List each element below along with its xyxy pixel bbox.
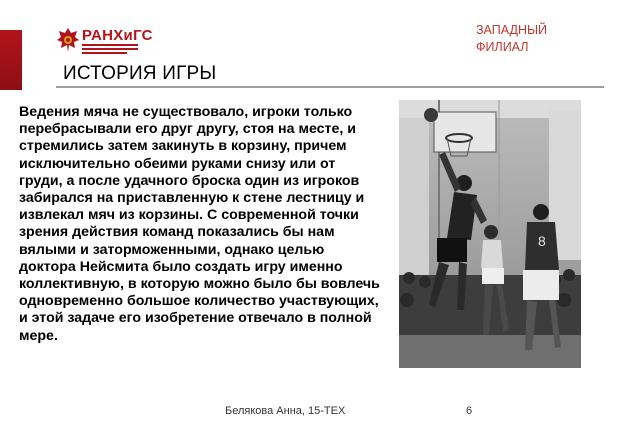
basketball-historical-photo: [399, 100, 581, 368]
logo-subtitle-lines: [82, 44, 138, 56]
branch-line-1: ЗАПАДНЫЙ: [476, 23, 548, 37]
logo-name: РАНХиГС: [82, 27, 153, 44]
page-number: 6: [466, 405, 473, 417]
eagle-emblem-icon: [56, 27, 80, 53]
title-divider: [56, 86, 604, 88]
slide-body-text: Ведения мяча не существовало, игроки только перебрасывали его друг другу, стоя на месте, и стремились затем закинуть в корзину, причем исключительно обеими руками снизу или от груди, а после удачного броска один из игроков забирался на приставленную к стене лестницу и извлекал мяч из корзины. С современной точки зрения действия команд показались бы нам вялыми и заторможенными, однако целью доктора Нейсмита было создать игру именно коллективную, в которую можно было бы вовлечь одновременно большое количество участвующих, и этой задаче его изобретение отвечало в полной мере.: [19, 104, 380, 344]
ranepa-logo: [56, 27, 166, 55]
svg-text:8: 8: [538, 233, 546, 249]
left-accent-bar: [0, 30, 22, 90]
footer-author: Белякова Анна, 15-ТЕХ: [225, 405, 346, 417]
branch-line-2: ФИЛИАЛ: [476, 40, 529, 54]
slide-title: ИСТОРИЯ ИГРЫ: [63, 63, 217, 84]
branch-label: [476, 22, 547, 56]
